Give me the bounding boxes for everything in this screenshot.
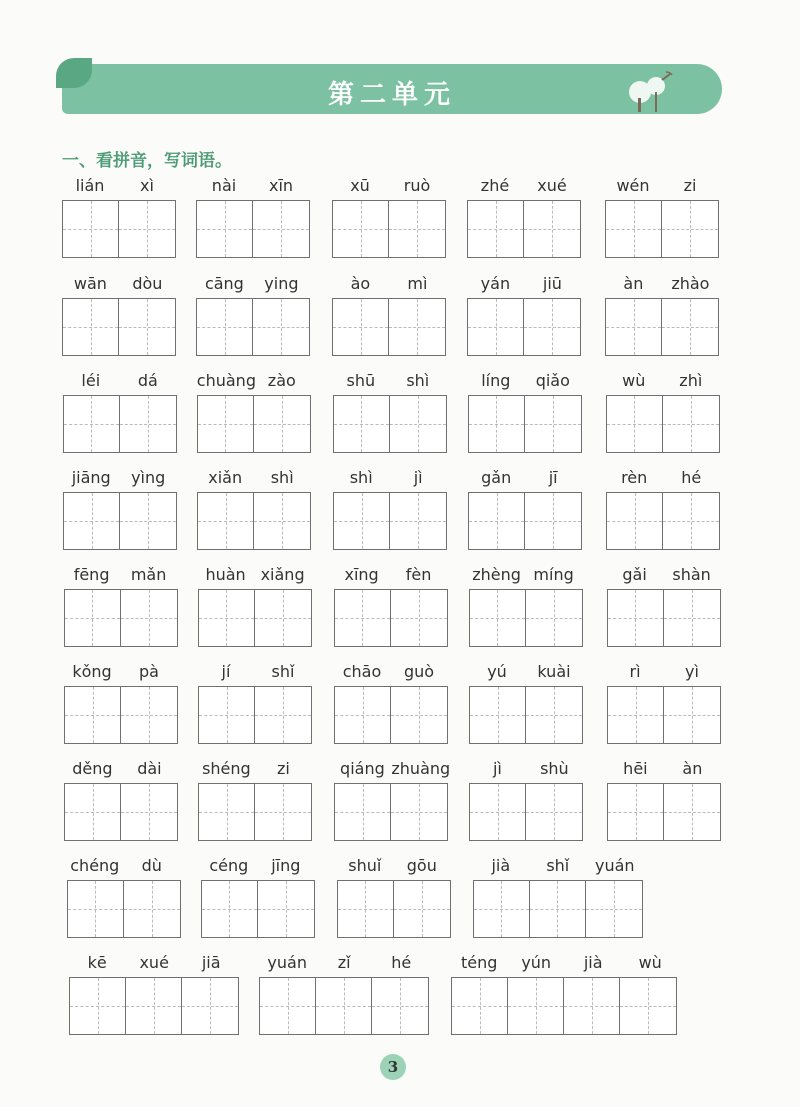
- tianzige-cell[interactable]: [662, 299, 718, 355]
- pinyin-syllable: zhé: [480, 176, 510, 195]
- tianzige-cell[interactable]: [608, 590, 664, 646]
- tianzige-cell[interactable]: [182, 978, 238, 1034]
- writing-grid[interactable]: [332, 200, 446, 258]
- writing-grid[interactable]: [64, 783, 178, 841]
- pinyin-syllable: àn: [623, 274, 644, 293]
- pinyin-syllable: pà: [139, 662, 159, 681]
- writing-grid[interactable]: [334, 783, 448, 841]
- pinyin-syllable: shuǐ: [348, 856, 382, 875]
- tianzige-cell[interactable]: [65, 784, 121, 840]
- tianzige-cell[interactable]: [608, 687, 664, 743]
- pinyin-syllable: hēi: [623, 759, 648, 778]
- tianzige-cell[interactable]: [390, 396, 446, 452]
- pinyin-syllable: dòu: [132, 274, 163, 293]
- pinyin-syllable: jiū: [542, 274, 562, 293]
- tianzige-cell[interactable]: [524, 299, 580, 355]
- tianzige-cell[interactable]: [253, 299, 309, 355]
- writing-grid[interactable]: [201, 880, 315, 938]
- pinyin-syllable: yún: [521, 953, 552, 972]
- pinyin-syllable: hé: [681, 468, 702, 487]
- tianzige-cell[interactable]: [338, 881, 394, 937]
- pinyin-syllable: fēng: [73, 565, 110, 584]
- tianzige-cell[interactable]: [608, 784, 664, 840]
- writing-grid[interactable]: [69, 977, 239, 1035]
- writing-grid[interactable]: [605, 200, 719, 258]
- writing-grid[interactable]: [468, 395, 582, 453]
- tianzige-cell[interactable]: [452, 978, 508, 1034]
- tianzige-cell[interactable]: [607, 396, 663, 452]
- tianzige-cell[interactable]: [334, 493, 390, 549]
- tianzige-cell[interactable]: [524, 201, 580, 257]
- writing-grid[interactable]: [332, 298, 446, 356]
- writing-grid[interactable]: [197, 492, 311, 550]
- pinyin-syllable: gǎi: [622, 565, 647, 584]
- writing-grid[interactable]: [63, 492, 177, 550]
- tianzige-cell[interactable]: [255, 687, 311, 743]
- tianzige-cell[interactable]: [121, 590, 177, 646]
- pinyin-syllable: wù: [622, 371, 646, 390]
- pinyin-syllable: děng: [72, 759, 113, 778]
- pinyin-syllable: lián: [75, 176, 105, 195]
- tianzige-cell[interactable]: [390, 493, 446, 549]
- pinyin-syllable: yán: [480, 274, 511, 293]
- tianzige-cell[interactable]: [197, 299, 253, 355]
- writing-grid[interactable]: [467, 298, 581, 356]
- pinyin-syllable: shū: [346, 371, 376, 390]
- pinyin-syllable: dù: [141, 856, 162, 875]
- pinyin-syllable: zhì: [679, 371, 703, 390]
- tianzige-cell[interactable]: [197, 201, 253, 257]
- tianzige-cell[interactable]: [65, 687, 121, 743]
- pinyin-syllable: ruò: [403, 176, 431, 195]
- writing-grid[interactable]: [64, 686, 178, 744]
- pinyin-syllable: zhuàng: [391, 759, 451, 778]
- pinyin-syllable: chéng: [70, 856, 120, 875]
- pinyin-syllable: ying: [264, 274, 299, 293]
- pinyin-syllable: shǐ: [271, 662, 295, 681]
- tianzige-cell[interactable]: [526, 687, 582, 743]
- writing-grid[interactable]: [198, 686, 312, 744]
- writing-grid[interactable]: [198, 589, 312, 647]
- pinyin-syllable: zhào: [671, 274, 710, 293]
- pinyin-syllable: kǒng: [72, 662, 112, 681]
- tianzige-cell[interactable]: [68, 881, 124, 937]
- pinyin-syllable: ào: [350, 274, 371, 293]
- tianzige-cell[interactable]: [663, 493, 719, 549]
- pinyin-syllable: jiā: [201, 953, 221, 972]
- section-instruction: 一、看拼音，写词语。: [62, 151, 232, 171]
- pinyin-syllable: shéng: [202, 759, 251, 778]
- writing-grid[interactable]: [334, 686, 448, 744]
- tianzige-cell[interactable]: [121, 784, 177, 840]
- writing-grid[interactable]: [469, 783, 583, 841]
- pinyin-syllable: shì: [270, 468, 294, 487]
- tianzige-cell[interactable]: [254, 396, 310, 452]
- writing-grid[interactable]: [468, 492, 582, 550]
- pinyin-syllable: guò: [403, 662, 435, 681]
- writing-grid[interactable]: [62, 298, 176, 356]
- pinyin-syllable: xiǎn: [208, 468, 243, 487]
- pinyin-syllable: zi: [683, 176, 697, 195]
- writing-grid[interactable]: [196, 200, 310, 258]
- writing-grid[interactable]: [63, 395, 177, 453]
- tianzige-cell[interactable]: [474, 881, 530, 937]
- tianzige-cell[interactable]: [469, 493, 525, 549]
- writing-grid[interactable]: [605, 298, 719, 356]
- pinyin-syllable: céng: [209, 856, 249, 875]
- tianzige-cell[interactable]: [664, 784, 720, 840]
- tianzige-cell[interactable]: [63, 201, 119, 257]
- tianzige-cell[interactable]: [607, 493, 663, 549]
- writing-grid[interactable]: [469, 686, 583, 744]
- tianzige-cell[interactable]: [126, 978, 182, 1034]
- tianzige-cell[interactable]: [198, 396, 254, 452]
- pinyin-syllable: rì: [629, 662, 641, 681]
- pinyin-syllable: zhèng: [472, 565, 521, 584]
- pinyin-syllable: fèn: [405, 565, 432, 584]
- writing-grid[interactable]: [607, 686, 721, 744]
- tianzige-cell[interactable]: [64, 493, 120, 549]
- pinyin-syllable: wén: [616, 176, 650, 195]
- pinyin-syllable: shù: [540, 759, 569, 778]
- tianzige-cell[interactable]: [391, 590, 447, 646]
- tianzige-cell[interactable]: [199, 784, 255, 840]
- writing-grid[interactable]: [606, 492, 720, 550]
- tianzige-cell[interactable]: [202, 881, 258, 937]
- pinyin-syllable: mì: [407, 274, 428, 293]
- writing-grid[interactable]: [198, 783, 312, 841]
- tianzige-cell[interactable]: [70, 978, 126, 1034]
- pinyin-syllable: jí: [221, 662, 231, 681]
- writing-grid[interactable]: [333, 492, 447, 550]
- tianzige-cell[interactable]: [119, 299, 175, 355]
- tianzige-cell[interactable]: [335, 784, 391, 840]
- pinyin-syllable: gōu: [406, 856, 437, 875]
- tianzige-cell[interactable]: [120, 396, 176, 452]
- pinyin-syllable: xū: [350, 176, 370, 195]
- writing-grid[interactable]: [67, 880, 181, 938]
- tianzige-cell[interactable]: [121, 687, 177, 743]
- tianzige-cell[interactable]: [586, 881, 642, 937]
- tianzige-cell[interactable]: [664, 590, 720, 646]
- pinyin-syllable: yuán: [267, 953, 307, 972]
- writing-grid[interactable]: [467, 200, 581, 258]
- pinyin-syllable: kē: [87, 953, 107, 972]
- writing-grid[interactable]: [334, 589, 448, 647]
- writing-grid[interactable]: [62, 200, 176, 258]
- pinyin-syllable: wù: [638, 953, 662, 972]
- writing-grid[interactable]: [607, 589, 721, 647]
- tianzige-cell[interactable]: [526, 784, 582, 840]
- pinyin-syllable: jīng: [271, 856, 301, 875]
- pinyin-syllable: xīng: [344, 565, 379, 584]
- writing-grid[interactable]: [196, 298, 310, 356]
- tianzige-cell[interactable]: [260, 978, 316, 1034]
- pinyin-syllable: rèn: [621, 468, 648, 487]
- tianzige-cell[interactable]: [394, 881, 450, 937]
- pinyin-syllable: yìng: [131, 468, 166, 487]
- pinyin-syllable: míng: [533, 565, 574, 584]
- unit-title: 第二单元: [327, 80, 456, 110]
- pinyin-syllable: qiǎo: [535, 371, 570, 390]
- pinyin-syllable: yú: [487, 662, 507, 681]
- pinyin-syllable: huàn: [205, 565, 246, 584]
- tianzige-cell[interactable]: [469, 396, 525, 452]
- tianzige-cell[interactable]: [316, 978, 372, 1034]
- tianzige-cell[interactable]: [255, 590, 311, 646]
- page-number: 3: [380, 1054, 406, 1080]
- pinyin-syllable: zǐ: [337, 953, 351, 972]
- tianzige-cell[interactable]: [470, 687, 526, 743]
- tianzige-cell[interactable]: [468, 201, 524, 257]
- tianzige-cell[interactable]: [606, 299, 662, 355]
- writing-grid[interactable]: [607, 783, 721, 841]
- pinyin-syllable: téng: [460, 953, 498, 972]
- pinyin-syllable: qiáng: [340, 759, 385, 778]
- tianzige-cell[interactable]: [258, 881, 314, 937]
- pinyin-syllable: gǎn: [481, 468, 512, 487]
- tianzige-cell[interactable]: [526, 590, 582, 646]
- writing-grid[interactable]: [606, 395, 720, 453]
- pinyin-syllable: jì: [413, 468, 423, 487]
- tianzige-cell[interactable]: [335, 687, 391, 743]
- tianzige-cell[interactable]: [530, 881, 586, 937]
- tianzige-cell[interactable]: [663, 396, 719, 452]
- pinyin-syllable: chāo: [342, 662, 382, 681]
- pinyin-syllable: àn: [682, 759, 703, 778]
- writing-grid[interactable]: [469, 589, 583, 647]
- writing-grid[interactable]: [333, 395, 447, 453]
- writing-grid[interactable]: [473, 880, 643, 938]
- tianzige-cell[interactable]: [662, 201, 718, 257]
- pinyin-syllable: chuàng: [196, 371, 256, 390]
- tianzige-cell[interactable]: [63, 299, 119, 355]
- writing-grid[interactable]: [64, 589, 178, 647]
- tianzige-cell[interactable]: [372, 978, 428, 1034]
- pinyin-syllable: shǐ: [546, 856, 570, 875]
- tianzige-cell[interactable]: [333, 299, 389, 355]
- tianzige-cell[interactable]: [199, 687, 255, 743]
- tianzige-cell[interactable]: [391, 784, 447, 840]
- pinyin-syllable: jì: [492, 759, 502, 778]
- pinyin-syllable: shì: [406, 371, 430, 390]
- tianzige-cell[interactable]: [664, 687, 720, 743]
- pinyin-syllable: xì: [140, 176, 154, 195]
- pinyin-syllable: líng: [481, 371, 511, 390]
- tianzige-cell[interactable]: [470, 784, 526, 840]
- tianzige-cell[interactable]: [564, 978, 620, 1034]
- pinyin-syllable: jià: [491, 856, 511, 875]
- writing-grid[interactable]: [197, 395, 311, 453]
- pinyin-syllable: xiǎng: [260, 565, 305, 584]
- writing-grid[interactable]: [337, 880, 451, 938]
- tianzige-cell[interactable]: [470, 590, 526, 646]
- tianzige-cell[interactable]: [606, 201, 662, 257]
- pinyin-syllable: zào: [267, 371, 296, 390]
- tianzige-cell[interactable]: [254, 493, 310, 549]
- tianzige-cell[interactable]: [525, 493, 581, 549]
- tianzige-cell[interactable]: [468, 299, 524, 355]
- tianzige-cell[interactable]: [119, 201, 175, 257]
- pinyin-syllable: xīn: [268, 176, 294, 195]
- pinyin-syllable: yuán: [595, 856, 635, 875]
- pinyin-syllable: dá: [137, 371, 158, 390]
- tianzige-cell[interactable]: [391, 687, 447, 743]
- tianzige-cell[interactable]: [65, 590, 121, 646]
- tianzige-cell[interactable]: [508, 978, 564, 1034]
- pinyin-syllable: jī: [548, 468, 558, 487]
- pinyin-syllable: jiāng: [71, 468, 111, 487]
- writing-grid[interactable]: [451, 977, 677, 1035]
- pinyin-syllable: cāng: [204, 274, 244, 293]
- pinyin-syllable: shàn: [672, 565, 711, 584]
- pinyin-syllable: mǎn: [130, 565, 167, 584]
- tianzige-cell[interactable]: [525, 396, 581, 452]
- tianzige-cell[interactable]: [198, 493, 254, 549]
- pinyin-syllable: wān: [73, 274, 107, 293]
- pinyin-syllable: xué: [537, 176, 567, 195]
- tianzige-cell[interactable]: [389, 299, 445, 355]
- writing-grid[interactable]: [259, 977, 429, 1035]
- tianzige-cell[interactable]: [620, 978, 676, 1034]
- tianzige-cell[interactable]: [64, 396, 120, 452]
- pinyin-syllable: xué: [139, 953, 169, 972]
- pinyin-syllable: hé: [391, 953, 412, 972]
- tianzige-cell[interactable]: [124, 881, 180, 937]
- tianzige-cell[interactable]: [120, 493, 176, 549]
- pinyin-syllable: léi: [81, 371, 101, 390]
- tianzige-cell[interactable]: [199, 590, 255, 646]
- tianzige-cell[interactable]: [334, 396, 390, 452]
- tianzige-cell[interactable]: [255, 784, 311, 840]
- pinyin-syllable: zi: [276, 759, 290, 778]
- pinyin-syllable: nài: [211, 176, 237, 195]
- pinyin-syllable: shì: [349, 468, 373, 487]
- pinyin-syllable: dài: [137, 759, 162, 778]
- tianzige-cell[interactable]: [389, 201, 445, 257]
- tianzige-cell[interactable]: [333, 201, 389, 257]
- tianzige-cell[interactable]: [253, 201, 309, 257]
- pinyin-syllable: kuài: [537, 662, 571, 681]
- pinyin-syllable: jià: [583, 953, 603, 972]
- pinyin-syllable: yì: [685, 662, 699, 681]
- tianzige-cell[interactable]: [335, 590, 391, 646]
